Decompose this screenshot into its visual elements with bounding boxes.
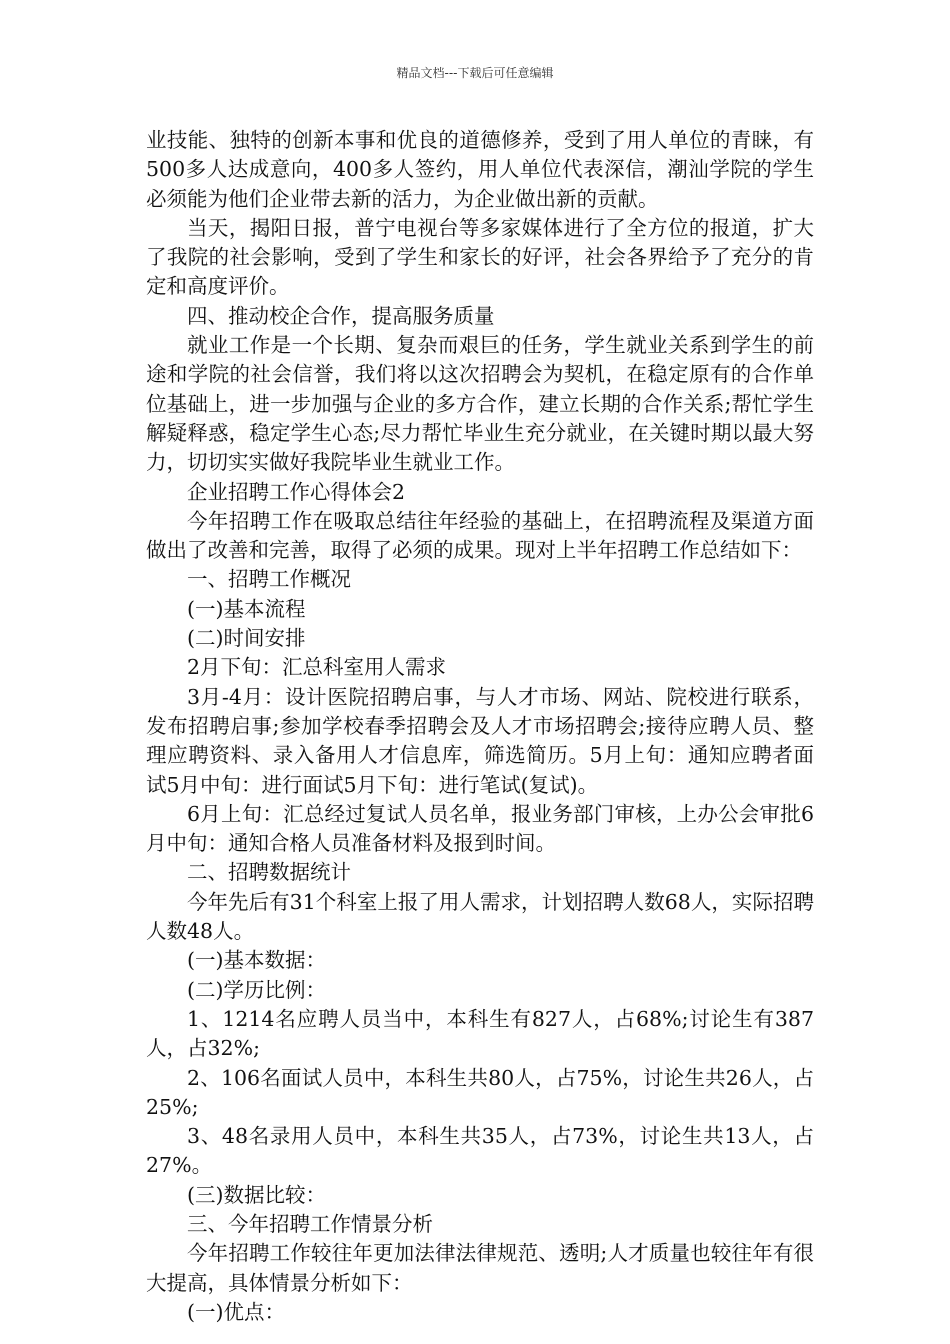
paragraph: 业技能、独特的创新本事和优良的道德修养，受到了用人单位的青睐，有500多人达成意向，400多人签约，用人单位代表深信，潮汕学院的学生必须能为他们企业带去新的活力，为企业做出新的贡献。 [146, 128, 814, 211]
section-heading: 四、推动校企合作，提高服务质量 [187, 303, 495, 328]
subsection-heading: (一)优点： [187, 1299, 285, 1324]
subsection-heading: (三)数据比较： [187, 1182, 326, 1207]
subsection-heading: (一)基本数据： [187, 948, 326, 973]
page-header: 精品文档---下载后可任意编辑 [396, 66, 554, 80]
paragraph: 6月上旬：汇总经过复试人员名单，报业务部门审核，上办公会审批6月中旬：通知合格人员准备材料及报到时间。 [146, 801, 814, 856]
section-heading: 二、招聘数据统计 [187, 860, 351, 885]
list-item: 3、48名录用人员中，本科生共35人，占73%，讨论生共13人，占27%。 [146, 1124, 814, 1178]
paragraph: 今年招聘工作较往年更加法律法律规范、透明;人才质量也较往年有很大提高，具体情景分析如下： [146, 1241, 814, 1295]
list-item: 2、106名面试人员中，本科生共80人，占75%，讨论生共26人，占25%; [146, 1065, 814, 1119]
section-heading: 三、今年招聘工作情景分析 [187, 1211, 433, 1236]
subsection-heading: (一)基本流程 [187, 596, 306, 621]
section-heading: 一、招聘工作概况 [187, 567, 351, 592]
paragraph: 今年招聘工作在吸取总结往年经验的基础上，在招聘流程及渠道方面做出了改善和完善，取得了必须的成果。现对上半年招聘工作总结如下： [146, 508, 814, 563]
list-item: 1、1214名应聘人员当中，本科生有827人，占68%;讨论生有387人，占32%; [146, 1006, 814, 1061]
subsection-heading: (二)时间安排 [187, 626, 306, 651]
paragraph: 今年先后有31个科室上报了用人需求，计划招聘人数68人，实际招聘人数48人。 [146, 889, 814, 944]
paragraph: 2月下旬：汇总科室用人需求 [187, 655, 447, 680]
paragraph: 就业工作是一个长期、复杂而艰巨的任务，学生就业关系到学生的前途和学院的社会信誉，我们将以这次招聘会为契机，在稳定原有的合作单位基础上，进一步加强与企业的多方合作，建立长期的合作关系;帮忙学生解疑释惑，稳定学生心态;尽力帮忙毕业生充分就业，在关键时期以最大努力，切切实实做好我院毕业生就业工作。 [146, 333, 814, 475]
paragraph: 3月-4月：设计医院招聘启事，与人才市场、网站、院校进行联系，发布招聘启事;参加学校春季招聘会及人才市场招聘会;接待应聘人员、整理应聘资料、录入备用人才信息库，筛选简历。5月上旬：通知应聘者面试5月中旬：进行面试5月下旬：进行笔试(复试)。 [146, 684, 814, 797]
document-body [146, 126, 814, 1327]
paragraph: 当天，揭阳日报，普宁电视台等多家媒体进行了全方位的报道，扩大了我院的社会影响，受到了学生和家长的好评，社会各界给予了充分的肯定和高度评价。 [146, 215, 814, 299]
article-title: 企业招聘工作心得体会2 [187, 479, 406, 504]
subsection-heading: (二)学历比例： [187, 977, 326, 1002]
